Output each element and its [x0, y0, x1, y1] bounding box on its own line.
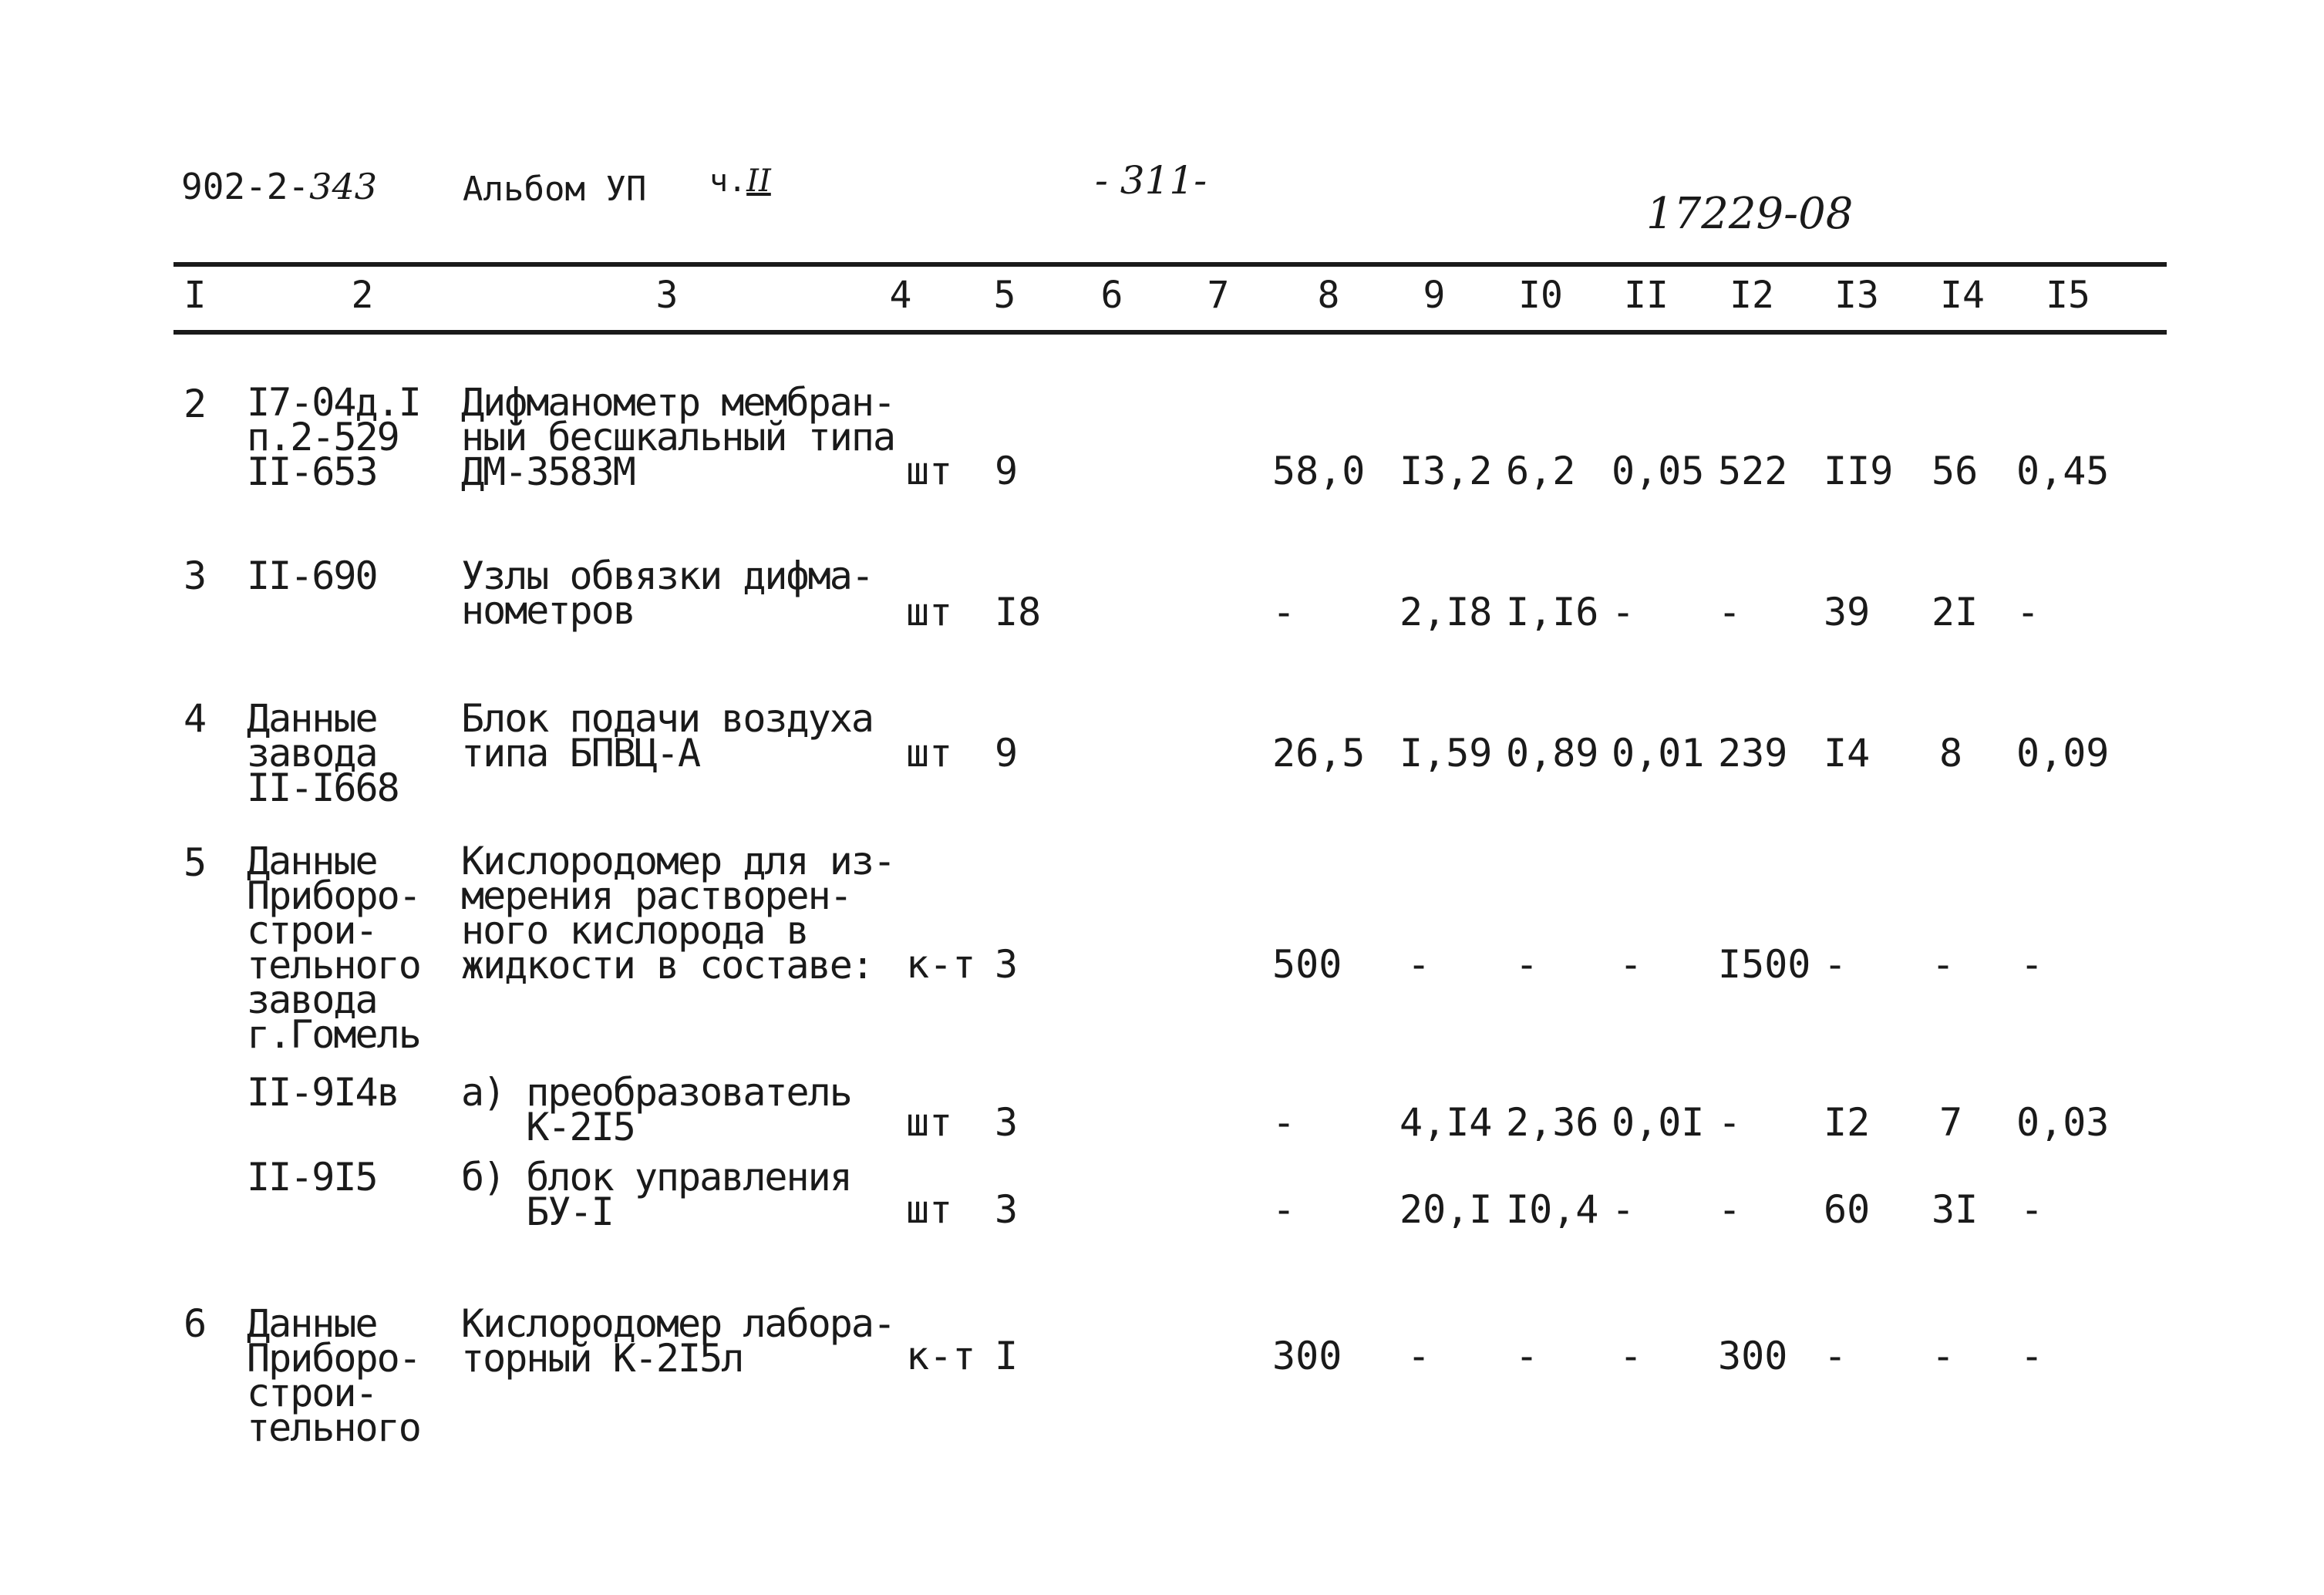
- row-name: Блок подачи воздуха типа БПВЦ-А: [461, 696, 873, 776]
- row-reference: Данные Приборо- строи- тельного завода г.Гомель: [247, 839, 420, 1057]
- row-col-9: 4,I4: [1399, 1100, 1493, 1145]
- row-col-15: -: [2020, 1187, 2044, 1232]
- row-col-13: 60: [1824, 1187, 1871, 1232]
- column-header-10: I0: [1518, 274, 1563, 317]
- column-header-4: 4: [889, 274, 912, 317]
- column-header-8: 8: [1317, 274, 1340, 317]
- row-reference: II-690: [247, 554, 377, 598]
- row-col-14: -: [1932, 942, 1955, 987]
- row-unit: шт: [906, 731, 953, 776]
- row-col-14: 56: [1932, 449, 1979, 493]
- row-col-13: II9: [1824, 449, 1894, 493]
- row-quantity: 9: [995, 449, 1019, 493]
- row-col-14: -: [1932, 1334, 1955, 1378]
- row-col-11: -: [1619, 1334, 1643, 1378]
- row-col-8: -: [1272, 590, 1296, 634]
- column-header-13: I3: [1834, 274, 1879, 317]
- row-col-12: -: [1718, 590, 1742, 634]
- row-col-15: -: [2020, 942, 2044, 987]
- document-code: [181, 166, 377, 207]
- column-header-3: 3: [655, 274, 679, 317]
- column-header-2: 2: [351, 274, 374, 317]
- row-col-12: 300: [1718, 1334, 1788, 1378]
- row-col-14: 3I: [1932, 1187, 1979, 1232]
- row-number: 4: [184, 696, 207, 741]
- row-col-14: 8: [1939, 731, 1963, 776]
- row-col-15: -: [2016, 590, 2040, 634]
- document-code-printed: 902-2-: [181, 166, 310, 207]
- row-reference: II-9I4в: [247, 1070, 399, 1115]
- row-col-15: 0,09: [2016, 731, 2110, 776]
- column-header-7: 7: [1207, 274, 1230, 317]
- column-header-14: I4: [1940, 274, 1985, 317]
- row-col-13: 39: [1824, 590, 1871, 634]
- row-number: 6: [184, 1301, 207, 1346]
- row-reference: I7-04д.I п.2-529 II-653: [247, 380, 420, 494]
- part-label: [709, 163, 771, 199]
- row-col-9: I3,2: [1399, 449, 1493, 493]
- row-col-14: 2I: [1932, 590, 1979, 634]
- row-col-12: -: [1718, 1100, 1742, 1145]
- row-number: 2: [184, 382, 207, 426]
- row-quantity: 3: [995, 1100, 1019, 1145]
- row-col-8: 26,5: [1272, 731, 1366, 776]
- row-col-14: 7: [1939, 1100, 1963, 1145]
- row-col-11: -: [1612, 590, 1635, 634]
- row-col-9: -: [1407, 942, 1431, 987]
- header-bottom-rule: [173, 330, 2167, 335]
- row-unit: шт: [906, 449, 953, 493]
- row-quantity: 3: [995, 942, 1019, 987]
- row-quantity: I8: [995, 590, 1042, 634]
- row-col-15: 0,03: [2016, 1100, 2110, 1145]
- row-col-10: -: [1515, 942, 1539, 987]
- row-col-13: I2: [1824, 1100, 1871, 1145]
- row-name: Дифманометр мембран- ный бесшкальный типа ДМ-3583М: [461, 380, 895, 494]
- row-col-11: -: [1619, 942, 1643, 987]
- row-col-13: I4: [1824, 731, 1871, 776]
- row-col-15: -: [2020, 1334, 2044, 1378]
- row-col-11: 0,0I: [1612, 1100, 1705, 1145]
- row-quantity: 9: [995, 731, 1019, 776]
- row-col-11: -: [1612, 1187, 1635, 1232]
- row-col-12: 522: [1718, 449, 1788, 493]
- column-header-5: 5: [993, 274, 1016, 317]
- row-number: 3: [184, 554, 207, 598]
- row-number: 5: [184, 840, 207, 885]
- row-name: Кислородомер лабора- торный К-2I5л: [461, 1301, 895, 1381]
- column-header-9: 9: [1423, 274, 1446, 317]
- row-col-8: -: [1272, 1187, 1296, 1232]
- row-col-10: 0,89: [1506, 731, 1599, 776]
- row-col-15: 0,45: [2016, 449, 2110, 493]
- handwritten-number: 17229-08: [1646, 189, 1854, 239]
- row-col-9: 2,I8: [1399, 590, 1493, 634]
- row-col-11: 0,05: [1612, 449, 1705, 493]
- row-col-8: 500: [1272, 942, 1342, 987]
- part-prefix: ч.: [709, 163, 747, 199]
- row-col-12: I500: [1718, 942, 1811, 987]
- row-name: Кислородомер для из- мерения растворен- ного кислорода в жидкости в составе:: [461, 839, 895, 988]
- row-col-13: -: [1824, 942, 1847, 987]
- row-col-11: 0,01: [1612, 731, 1705, 776]
- row-name: б) блок управления БУ-I: [461, 1155, 851, 1234]
- column-header-12: I2: [1730, 274, 1774, 317]
- row-col-9: 20,I: [1399, 1187, 1493, 1232]
- row-col-10: 2,36: [1506, 1100, 1599, 1145]
- row-col-8: 300: [1272, 1334, 1342, 1378]
- row-col-10: -: [1515, 1334, 1539, 1378]
- row-quantity: 3: [995, 1187, 1019, 1232]
- row-col-10: I0,4: [1506, 1187, 1599, 1232]
- part-number-handwritten: II: [746, 163, 771, 199]
- row-unit: шт: [906, 1100, 953, 1145]
- row-col-8: -: [1272, 1100, 1296, 1145]
- row-col-12: 239: [1718, 731, 1788, 776]
- row-unit: шт: [906, 1187, 953, 1232]
- document-code-handwritten: 343: [309, 166, 377, 207]
- page-number: - 311-: [1095, 158, 1207, 203]
- header-top-rule: [173, 262, 2167, 267]
- row-col-9: -: [1407, 1334, 1431, 1378]
- column-header-15: I5: [2046, 274, 2090, 317]
- row-name: Узлы обвязки дифма- нометров: [461, 554, 873, 633]
- column-header-1: I: [184, 274, 207, 317]
- row-col-13: -: [1824, 1334, 1847, 1378]
- row-reference: Данные завода II-I668: [247, 696, 399, 810]
- row-unit: к-т: [906, 1334, 976, 1378]
- row-col-10: I,I6: [1506, 590, 1599, 634]
- row-col-9: I,59: [1399, 731, 1493, 776]
- row-unit: шт: [906, 590, 953, 634]
- album-label: Альбом УП: [463, 170, 647, 209]
- row-name: а) преобразователь К-2I5: [461, 1070, 851, 1149]
- column-header-11: II: [1624, 274, 1669, 317]
- row-reference: Данные Приборо- строи- тельного: [247, 1301, 420, 1450]
- row-col-8: 58,0: [1272, 449, 1366, 493]
- row-unit: к-т: [906, 942, 976, 987]
- row-col-12: -: [1718, 1187, 1742, 1232]
- row-reference: II-9I5: [247, 1155, 377, 1200]
- row-col-10: 6,2: [1506, 449, 1576, 493]
- row-quantity: I: [995, 1334, 1019, 1378]
- column-header-6: 6: [1100, 274, 1123, 317]
